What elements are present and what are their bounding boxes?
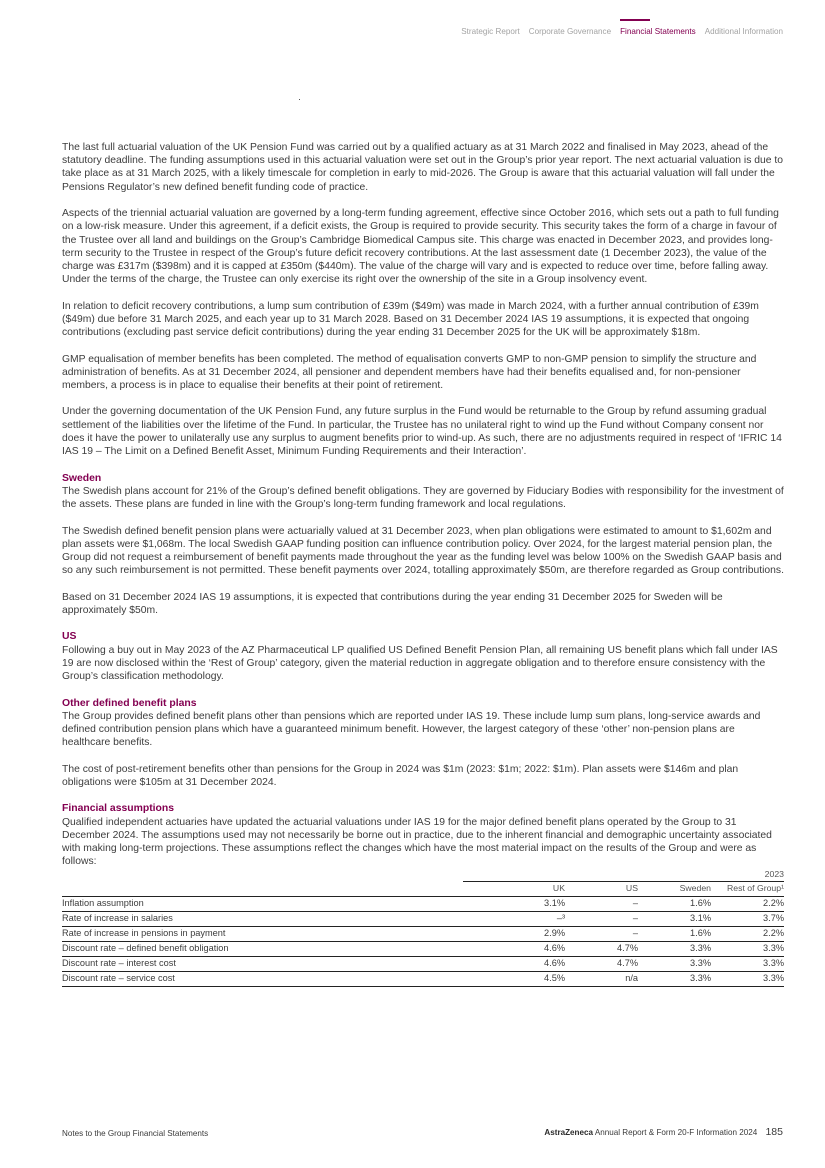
- heading-other-plans: Other defined benefit plans: [62, 697, 197, 709]
- row-label: Rate of increase in salaries: [62, 911, 463, 926]
- cell-sweden: 3.3%: [638, 941, 711, 956]
- paragraph-uk-deficit-contributions: In relation to deficit recovery contributions, a lump sum contribution of £39m ($49m) was made in March 2024, with a further annual contribution of £39m ($49m) due before 31 March 2025, and each year up to 31 March 2028. Based on 31 December 2024 IAS 19 assumptions, it is expected that ongoing contributions (excluding past service deficit contributions) during the year ending 31 December 2025 for the UK will be approximately $18m.: [62, 300, 759, 339]
- cell-uk: 2.9%: [463, 926, 565, 941]
- row-label: Discount rate – service cost: [62, 971, 463, 986]
- page-number: 185: [765, 1126, 783, 1138]
- cell-rest-of-group: 2.2%: [711, 896, 784, 911]
- table-row: [62, 971, 784, 986]
- cell-sweden: 3.3%: [638, 956, 711, 971]
- paragraph-other-plans: The Group provides defined benefit plans other than pensions which are reported under IAS 19. These include lump sum plans, long-service awards and defined contribution pension plans which have a guaranteed minimum benefit. However, the largest category of these ‘other’ non-pension plans are healthcare benefits.: [62, 710, 761, 749]
- paragraph-gmp-equalisation: GMP equalisation of member benefits has been completed. The method of equalisation converts GMP to non-GMP pension to simplify the structure and administration of benefits. As at 31 December 2024, all pensioner and dependent members have had their benefits equalised and, for non-pensioner members, a process is in place to equalise their benefits at their point of retirement.: [62, 353, 757, 391]
- cell-us: –: [565, 896, 638, 911]
- cell-us: n/a: [565, 971, 638, 986]
- table-year-header: 2023: [463, 868, 784, 882]
- heading-financial-assumptions: Financial assumptions: [62, 803, 175, 815]
- cell-us: –: [565, 911, 638, 926]
- footer-section-title: Notes to the Group Financial Statements: [62, 1129, 209, 1138]
- row-label: Discount rate – defined benefit obligation: [62, 941, 463, 956]
- cell-rest-of-group: 3.3%: [711, 956, 784, 971]
- cell-rest-of-group: 3.7%: [711, 911, 784, 926]
- cell-uk: 4.6%: [463, 941, 565, 956]
- cell-sweden: 3.1%: [638, 911, 711, 926]
- assumptions-table: [62, 868, 784, 987]
- footer-report-info: [544, 1126, 783, 1138]
- footer-brand: AstraZeneca: [544, 1128, 593, 1137]
- heading-sweden: Sweden: [62, 472, 102, 484]
- cell-uk: –³: [463, 911, 565, 926]
- section-nav: [461, 21, 783, 41]
- cell-uk: 3.1%: [463, 896, 565, 911]
- table-row: [62, 956, 784, 971]
- cell-uk: 4.5%: [463, 971, 565, 986]
- paragraph-uk-surplus: Under the governing documentation of the UK Pension Fund, any future surplus in the Fund would be returnable to the Group by refund assuming gradual settlement of the liabilities over the lifetime of the Fund. In particular, the Trustee has no unilateral right to wind up the Fund without Company consent nor does it have the power to unilaterally use any surplus to augment benefits prior to wind-up. As such, there are no adjustments required in respect of ‘IFRIC 14 IAS 19 – The Limit on a Defined Benefit Asset, Minimum Funding Requirements and their Interaction’.: [62, 406, 782, 458]
- row-label: Discount rate – interest cost: [62, 956, 463, 971]
- paragraph-us-buyout: Following a buy out in May 2023 of the AZ Pharmaceutical LP qualified US Defined Benefit Pension Plan, all remaining US benefit plans which fall under IAS 19 are now disclosed within the ‘Rest of Group’ category, given the material reduction in aggregate obligation and to therefore ensure consistency with the Group’s classification methodology.: [62, 644, 778, 683]
- table-row: [62, 941, 784, 956]
- column-header-us: US: [565, 881, 638, 896]
- nav-tab-corporate-governance[interactable]: Corporate Governance: [528, 27, 612, 36]
- cell-us: 4.7%: [565, 941, 638, 956]
- main-content: [62, 141, 784, 987]
- nav-tab-strategic-report[interactable]: Strategic Report: [461, 27, 520, 36]
- cell-rest-of-group: 2.2%: [711, 926, 784, 941]
- paragraph-sweden-contributions: Based on 31 December 2024 IAS 19 assumptions, it is expected that contributions during the year ending 31 December 2025 for Sweden will be approximately $50m.: [62, 591, 723, 616]
- table-row: [62, 911, 784, 926]
- cell-rest-of-group: 3.3%: [711, 971, 784, 986]
- cell-rest-of-group: 3.3%: [711, 941, 784, 956]
- table-row: [62, 896, 784, 911]
- cell-us: –: [565, 926, 638, 941]
- column-header-sweden: Sweden: [638, 881, 711, 896]
- nav-tab-financial-statements[interactable]: Financial Statements: [620, 21, 696, 41]
- row-label: Rate of increase in pensions in payment: [62, 926, 463, 941]
- table-row: [62, 926, 784, 941]
- paragraph-uk-valuation: The last full actuarial valuation of the UK Pension Fund was carried out by a qualified actuary as at 31 March 2022 and finalised in May 2023, ahead of the statutory deadline. The funding assumptions used in this actuarial valuation were set out in the Group’s prior year report. The next actuarial valuation is due to take place as at 31 March 2025, with a likely timescale for completion in early to mid-2026. The Group is aware that this actuarial valuation will fall under the Pensions Regulator’s new defined benefit funding code of practice.: [62, 142, 784, 193]
- paragraph-sweden-plans: The Swedish plans account for 21% of the Group’s defined benefit obligations. They are governed by Fiduciary Bodies with responsibility for the investment of the assets. These plans are funded in line with the Group’s long-term funding framework and local regulations.: [62, 485, 784, 511]
- cell-sweden: 3.3%: [638, 971, 711, 986]
- nav-tab-additional-information[interactable]: Additional Information: [704, 27, 783, 36]
- row-label: Inflation assumption: [62, 896, 463, 911]
- paragraph-other-plans-cost: The cost of post-retirement benefits other than pensions for the Group in 2024 was $1m (2023: $1m; 2022: $1m). Plan assets were $146m and plan obligations were $105m at 31 December 2024.: [62, 763, 739, 788]
- cell-uk: 4.6%: [463, 956, 565, 971]
- paragraph-uk-funding-agreement: Aspects of the triennial actuarial valuation are governed by a long-term funding agreement, effective since October 2016, which sets out a path to full funding on a low-risk measure. Under this agreement, if a deficit exists, the Group is required to provide security. This security takes the form of a charge in favour of the Trustee over all land and buildings on the Group’s Cambridge Biomedical Campus site. This charge was enacted in December 2023, and provides long-term security to the Trustee in respect of the Group’s future deficit recovery contributions. At the last assessment date (1 December 2023), the value of the charge was £317m ($398m) and it is capped at £350m ($440m). The value of the charge will vary and is expected to reduce over time, before falling away. Under the terms of the charge, the Trustee can only exercise its right over the ownership of the site in a Group insolvency event.: [62, 208, 779, 286]
- column-header-rest-of-group: Rest of Group¹: [711, 881, 784, 896]
- stray-mark: [299, 99, 300, 100]
- footer-report-title: Annual Report & Form 20-F Information 2024: [594, 1128, 758, 1137]
- paragraph-sweden-valuation: The Swedish defined benefit pension plans were actuarially valued at 31 December 2023, when plan obligations were estimated to amount to $1,602m and plan assets were $1,068m. The local Swedish GAAP funding position can influence contribution policy. Over 2024, for the largest material pension plan, the Group did not request a reimbursement of benefit payments made throughout the year as the funding level was below 100% on the Swedish GAAP basis and so any such reimbursement is not permitted. These benefit payments over 2024, totalling approximately $50m, are therefore regarded as Group contributions.: [62, 525, 784, 577]
- heading-us: US: [62, 631, 77, 643]
- cell-us: 4.7%: [565, 956, 638, 971]
- column-header-uk: UK: [463, 881, 565, 896]
- cell-sweden: 1.6%: [638, 896, 711, 911]
- paragraph-financial-assumptions: Qualified independent actuaries have updated the actuarial valuations under IAS 19 for the major defined benefit plans operated by the Group to 31 December 2024. The assumptions used may not necessarily be borne out in practice, due to the inherent financial and demographic uncertainty associated with making long-term projections. These assumptions reflect the changes which have the most material impact on the results of the Group and were as follows:: [62, 816, 772, 868]
- cell-sweden: 1.6%: [638, 926, 711, 941]
